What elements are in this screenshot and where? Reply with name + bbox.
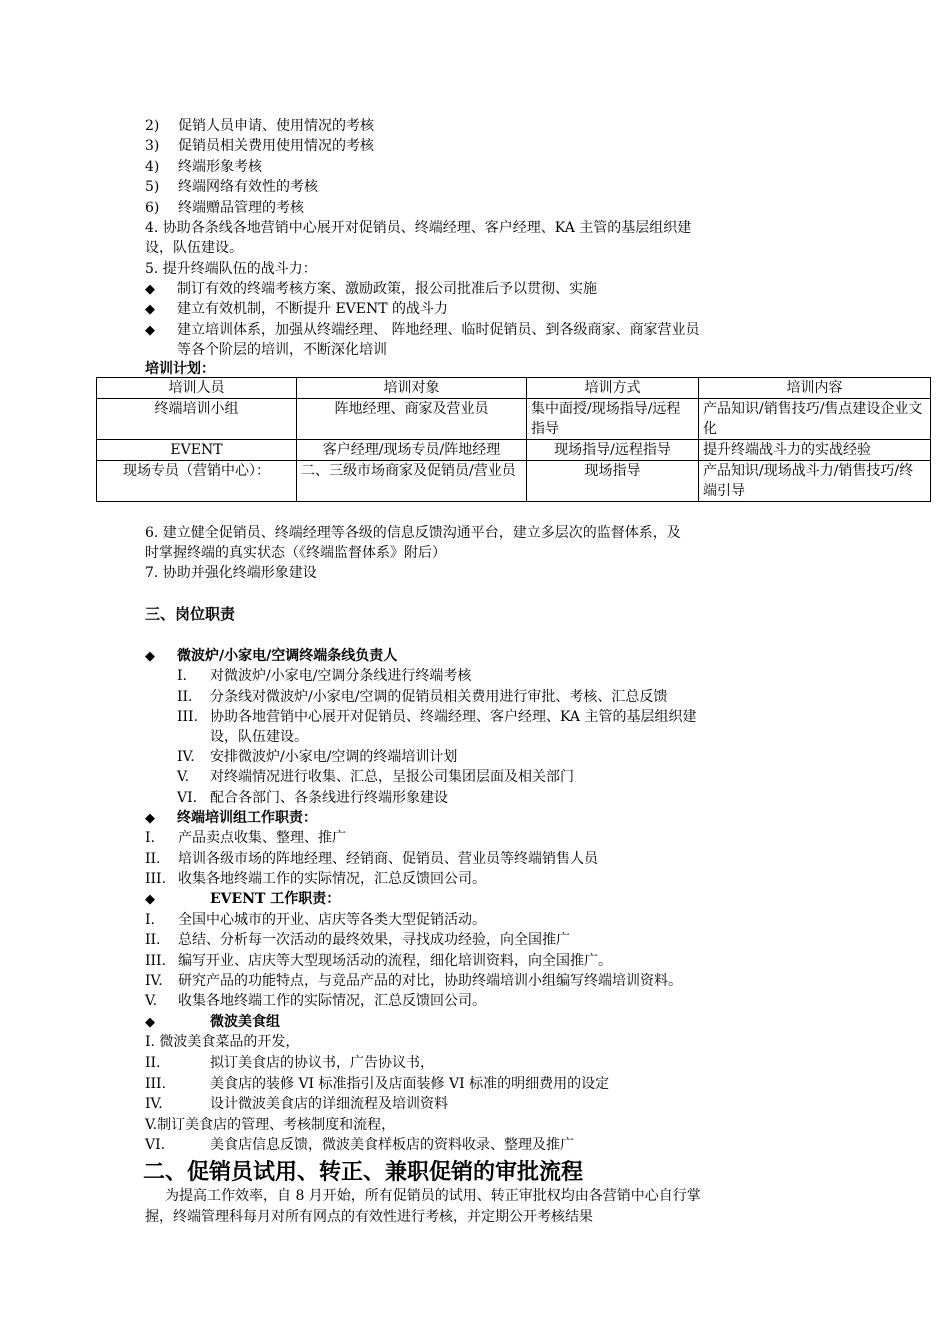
list-item: III. 收集各地终端工作的实际情况，汇总反馈回公司。 [145,871,486,887]
list-item: IV. 设计微波美食店的详细流程及培训资料 [145,1096,448,1112]
list-item: V.制订美食店的管理、考核制度和流程， [145,1117,396,1133]
bullet-item: ◆ 建立培训体系，加强从终端经理、 阵地经理、临时促销员、到各级商家、商家营业员 [145,320,699,340]
table-cell: 阵地经理、商家及营业员 [297,399,527,440]
plan-title: 培训计划： [145,361,215,377]
list-item: 4) 终端形象考核 [145,159,262,175]
group-heading: ◆ 终端培训组工作职责： [145,808,317,828]
table-cell: 现场指导/远程指导 [527,440,699,461]
table-header-cell: 培训人员 [97,378,297,399]
diamond-bullet-icon: ◆ [145,302,155,317]
diamond-bullet-icon: ◆ [145,323,155,338]
paragraph-item4: 4. 协助各条线各地营销中心展开对促销员、终端经理、客户经理、KA 主管的基层组织建 [145,220,692,236]
table-header-row [97,378,931,399]
diamond-bullet-icon: ◆ [145,282,155,297]
list-item: II. 分条线对微波炉/小家电/空调的促销员相关费用进行审批、考核、汇总反馈 [177,689,668,705]
group-heading: ◆ EVENT 工作职责： [145,889,340,909]
section-heading-2: 二、促销员试用、转正、兼职促销的审批流程 [143,1159,584,1185]
bullet-item: ◆ 建立有效机制，不断提升 EVENT 的战斗力 [145,299,448,319]
group-heading: ◆ 微波炉/小家电/空调终端条线负责人 [145,646,397,666]
table-row [97,399,931,440]
table-header-cell: 培训对象 [297,378,527,399]
list-item: I. 对微波炉/小家电/空调分条线进行终端考核 [177,668,472,684]
closing-paragraph-cont: 握，终端管理科每月对所有网点的有效性进行考核，并定期公开考核结果 [145,1209,593,1225]
paragraph-item6: 6. 建立健全促销员、终端经理等各级的信息反馈沟通平台，建立多层次的监督体系，及 [145,525,681,541]
list-item: III. 美食店的装修 VI 标准指引及店面装修 VI 标准的明细费用的设定 [145,1076,610,1092]
list-item: III. 协助各地营销中心展开对促销员、终端经理、客户经理、KA 主管的基层组织建 [177,709,697,725]
list-item: II. 拟订美食店的协议书，广告协议书， [145,1055,434,1071]
group-heading: ◆ 微波美食组 [145,1012,280,1032]
list-item: VI. 配合各部门、各条线进行终端形象建设 [177,790,448,806]
list-item: V. 收集各地终端工作的实际情况，汇总反馈回公司。 [145,993,486,1009]
list-item: II. 培训各级市场的阵地经理、经销商、促销员、营业员等终端销售人员 [145,851,598,867]
paragraph-item6-cont: 时掌握终端的真实状态（《终端监督体系》附后） [145,545,446,561]
list-item: I. 产品卖点收集、整理、推广 [145,830,346,846]
list-item: I. 微波美食菜品的开发， [145,1034,300,1050]
list-item: IV. 安排微波炉/小家电/空调的终端培训计划 [177,749,458,765]
list-item: I. 全国中心城市的开业、店庆等各类大型促销活动。 [145,912,486,928]
table-cell: EVENT [97,440,297,461]
table-cell: 现场指导 [527,461,699,502]
table-cell: 产品知识/现场战斗力/销售技巧/终端引导 [699,461,931,502]
table-header-cell: 培训内容 [699,378,931,399]
bullet-item: ◆ 制订有效的终端考核方案、激励政策，报公司批准后予以贯彻、实施 [145,279,597,299]
diamond-bullet-icon: ◆ [145,649,155,664]
list-item: 2) 促销人员申请、使用情况的考核 [145,118,374,134]
list-item: IV. 研究产品的功能特点，与竞品产品的对比，协助终端培训小组编写终端培训资料。 [145,973,682,989]
diamond-bullet-icon: ◆ [145,892,155,907]
section-heading-3: 三、岗位职责 [145,605,236,623]
closing-paragraph: 为提高工作效率，自 8 月开始，所有促销员的试用、转正审批权均由各营销中心自行掌 [165,1188,701,1204]
list-item: 6) 终端赠品管理的考核 [145,200,304,216]
table-row [97,440,931,461]
table-row [97,461,931,502]
list-item: 5) 终端网络有效性的考核 [145,179,318,195]
list-item: 3) 促销员相关费用使用情况的考核 [145,138,374,154]
table-header-cell: 培训方式 [527,378,699,399]
training-plan-table [96,377,931,502]
list-item: VI. 美食店信息反馈，微波美食样板店的资料收录、整理及推广 [145,1137,574,1153]
table-cell: 二、三级市场商家及促销员/营业员 [297,461,527,502]
table-cell: 提升终端战斗力的实战经验 [699,440,931,461]
paragraph-item5: 5. 提升终端队伍的战斗力： [145,261,317,277]
bullet-item-cont: 等各个阶层的培训，不断深化培训 [177,342,387,358]
diamond-bullet-icon: ◆ [145,811,155,826]
list-item: 设，队伍建设。 [210,729,308,745]
table-cell: 产品知识/销售技巧/售点建设企业文化 [699,399,931,440]
diamond-bullet-icon: ◆ [145,1015,155,1030]
table-cell: 客户经理/现场专员/阵地经理 [297,440,527,461]
paragraph-item7: 7. 协助并强化终端形象建设 [145,565,317,581]
list-item: V. 对终端情况进行收集、汇总，呈报公司集团层面及相关部门 [177,769,574,785]
list-item: II. 总结、分析每一次活动的最终效果，寻找成功经验，向全国推广 [145,932,570,948]
paragraph-item4-cont: 设，队伍建设。 [145,240,243,256]
table-cell: 终端培训小组 [97,399,297,440]
list-item: III. 编写开业、店庆等大型现场活动的流程，细化培训资料，向全国推广。 [145,953,612,969]
table-cell: 集中面授/现场指导/远程指导 [527,399,699,440]
table-cell: 现场专员（营销中心）： [97,461,297,502]
